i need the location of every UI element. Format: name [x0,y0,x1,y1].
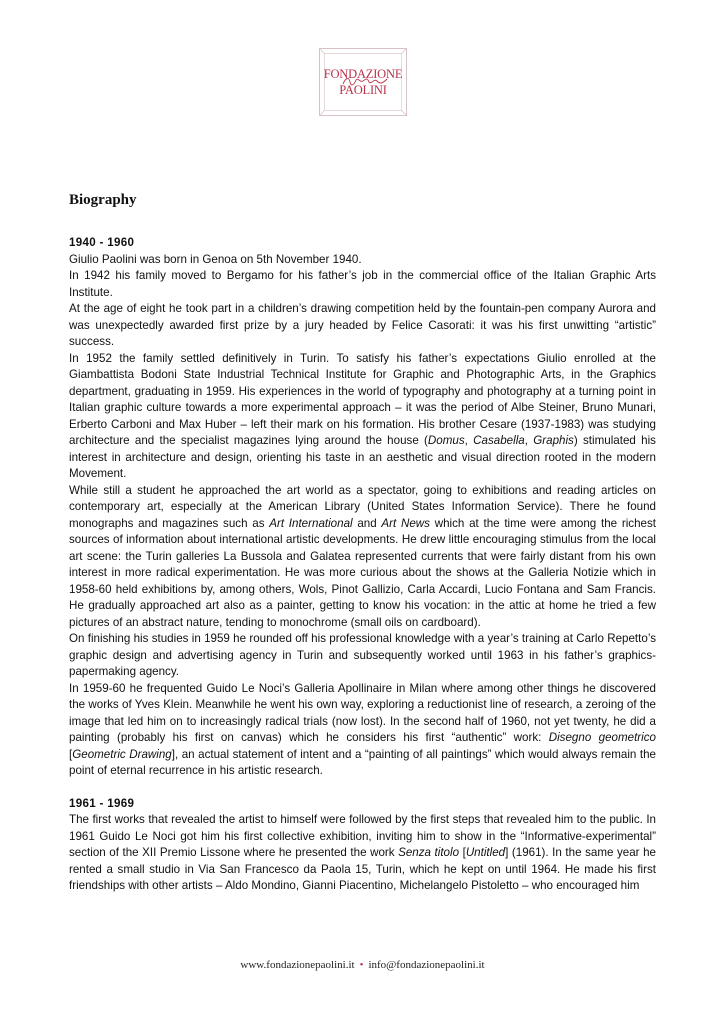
biography-paragraph: In 1959-60 he frequented Guido Le Noci’s Galleria Apollinaire in Milan where among other things he discovered the works of Yves Klein. Meanwhile he went his own way, exploring a reductionist line of research, a zeroing of the image that led him on to increasingly radical trials (now lost). In the second half of 1960, not yet twenty, he did a painting (probably his first on canvas) which he considers his first “authentic” work: Disegno geometrico [Geometric Drawing], an actual statement of intent and a “painting of all paintings” which would always remain the point of eternal recurrence in his artistic research. [69,681,656,777]
section-title: 1961 - 1969 [69,796,135,810]
logo-line-fondazione: FONDAZIONE [323,67,403,81]
section-title: 1940 - 1960 [69,236,135,249]
biography-paragraph: At the age of eight he took part in a children’s drawing competition held by the fountain-pen company Aurora and was unexpectedly awarded first prize by a jury headed by Felice Casorati: it was his first unwitting “artistic” success. [69,302,656,348]
page-heading: Biography [69,192,137,208]
footer-website-link[interactable]: www.fondazionepaolini.it [240,959,355,971]
footer-separator: • [359,959,364,971]
biography-paragraph: While still a student he approached the art world as a spectator, going to exhibitions and reading articles on contemporary art, especially at the American Library (United States Information Service). There he found monographs and magazines such as Art International and Art News which at the time were among the richest sources of information about international artistic developments. He drew little encouraging stimulus from the local art scene: the Turin galleries La Bussola and Galatea represented currents that were fairly distant from his own interest in more radical experimentation. He was more curious about the shows at the Galleria Notizie which in 1958-60 held exhibitions by, among others, Wols, Pinot Gallizio, Carla Accardi, Lucio Fontana and Sam Francis. He gradually approached art also as a painter, getting to know his vocation: in the attic at home he tried a few pictures of an abstract nature, tending to monochrome (small oils on cardboard). [69,483,656,629]
biography-paragraph: Giulio Paolini was born in Genoa on 5th November 1940. [69,252,362,266]
biography-paragraph: In 1942 his family moved to Bergamo for his father’s job in the commercial office of the Italian Graphic Arts Institute. [69,269,656,299]
fondazione-paolini-logo [319,48,407,116]
biography-paragraph: On finishing his studies in 1959 he rounded off his professional knowledge with a year’s training at Carlo Repetto’s graphic design and advertising agency in Turin and subsequently worked until 1963 in his father’s graphics-papermaking agency. [69,632,656,678]
biography-body [69,235,656,895]
footer-contact [0,959,725,971]
biography-paragraph: In 1952 the family settled definitively in Turin. To satisfy his father’s expectations Giulio enrolled at the Giambattista Bodoni State Industrial Technical Institute for Graphic and Photographic Arts, in the Graphics department, graduating in 1959. His experiences in the world of typography and photography at a turning point in Italian graphic culture towards a more experimental approach – it was the period of Albe Steiner, Bruno Munari, Erberto Carboni and Max Huber – left their mark on his formation. His brother Cesare (1937-1983) was studying architecture and the specialist magazines lying around the house (Domus, Casabella, Graphis) stimulated his interest in architecture and design, orienting his taste in an aesthetic and visual direction rooted in the modern Movement. [69,351,656,480]
biography-paragraph: The first works that revealed the artist to himself were followed by the first steps that revealed him to the public. In 1961 Guido Le Noci got him his first collective exhibition, inviting him to show in the “Informative-experimental” section of the XII Premio Lissone where he presented the work Senza titolo [Untitled] (1961). In the same year he rented a small studio in Via San Francesco da Paola 15, Turin, which he kept on until 1964. He made his first friendships with other artists – Aldo Mondino, Gianni Piacentino, Michelangelo Pistoletto – who encouraged him [69,813,656,892]
logo-line-paolini: PAOLINI [339,83,387,97]
footer-email-link[interactable]: info@fondazionepaolini.it [368,959,485,971]
